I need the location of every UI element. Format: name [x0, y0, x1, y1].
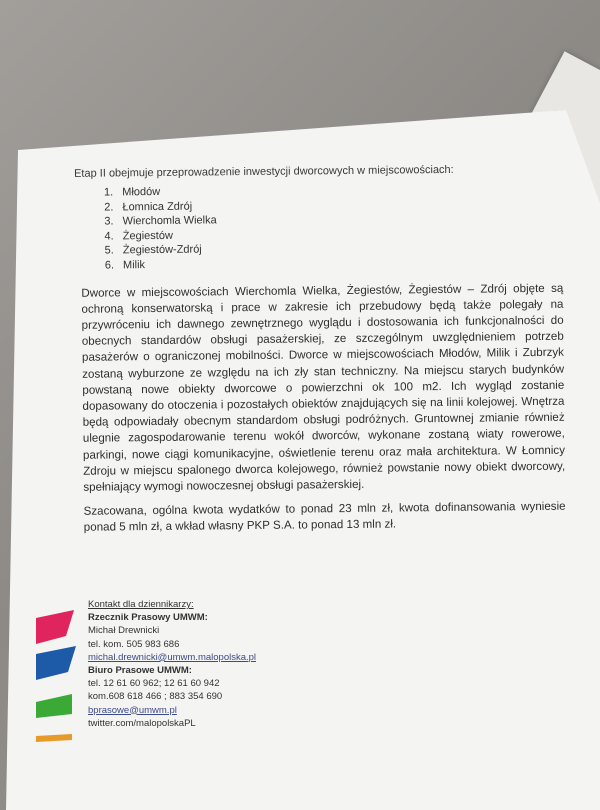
spokesperson-phone: tel. kom. 505 983 686 [88, 638, 180, 650]
paragraph-costs: Szacowana, ogólna kwota wydatków to ponad 23 mln zł, kwota dofinansowania wyniesie ponad 5 mln zł, a wkład własny PKP S.A. to ponad 13 mln zł. [83, 499, 566, 535]
paragraph-description: Dworce w miejscowościach Wierchomla Wielka, Żegiestów, Żegiestów – Zdrój objęte są ochroną konserwatorską i prace w zakresie ich przebudowy będą także polegały na przywróceniu ich dawnego zewnętrznego wyglądu i dostosowania ich funkcjonalności do obecnych standardów obsługi pasażerskiej, ze szczególnym uwzględnieniem potrzeb pasażerów o ograniczonej mobilności. Dworce w miejscowościach Młodów, Milik i Zubrzyk zostaną wyburzone ze względu na ich zły stan techniczny. Na miejscu starych budynków powstaną nowe obiekty dworcowe o powierzchni ok 100 m2. Ich wygląd zostanie dopasowany do otoczenia i pozostałych obiektów znajdujących się na linii kolejowej. Wnętrza będą odpowiadały obecnym standardom obsługi podróżnych. Gruntownej zmianie również ulegnie zagospodarowanie terenu wokół dworców, wykonane zostaną wiaty rowerowe, parkingi, nowe ciągi komunikacyjne, oświetlenie terenu oraz mała architektura. W Łomnicy Zdroju w miejscu spalonego dworca kolejowego, również powstanie nowy obiekt dworcowy, spełniający wymogi nowoczesnej obsługi pasażerskiej. [81, 281, 566, 494]
spokesperson-name: Michał Drewnicki [88, 625, 160, 637]
malopolska-logo-icon [36, 610, 78, 750]
twitter-link[interactable]: twitter.com/malopolskaPL [88, 717, 196, 729]
office-mobile: kom.608 618 466 ; 883 354 690 [88, 691, 223, 703]
sites-list [58, 181, 563, 274]
list-item: 1. Młodów [116, 181, 562, 200]
list-item: 5. Żegiestów-Zdrój [117, 239, 563, 258]
list-item: 6. Milik [117, 254, 563, 273]
contact-text [88, 598, 256, 730]
office-title: Biuro Prasowe UMWM: [88, 664, 192, 676]
list-item: 4. Żegiestów [117, 225, 563, 244]
office-phone: tel. 12 61 60 962; 12 61 60 942 [88, 678, 220, 690]
spokesperson-email-link[interactable]: michal.drewnicki@umwm.malopolska.pl [88, 651, 257, 663]
spokesperson-title: Rzecznik Prasowy UMWM: [88, 612, 208, 624]
office-email-link[interactable]: bprasowe@umwm.pl [88, 704, 177, 716]
list-item: 2. Łomnica Zdrój [116, 195, 562, 214]
list-item: 3. Wierchomla Wielka [116, 210, 562, 229]
intro-line: Etap II obejmuje przeprowadzenie inwestycji dworcowych w miejscowościach: [73, 163, 454, 180]
document-body [58, 163, 566, 537]
contact-heading: Kontakt dla dziennikarzy: [88, 599, 194, 610]
